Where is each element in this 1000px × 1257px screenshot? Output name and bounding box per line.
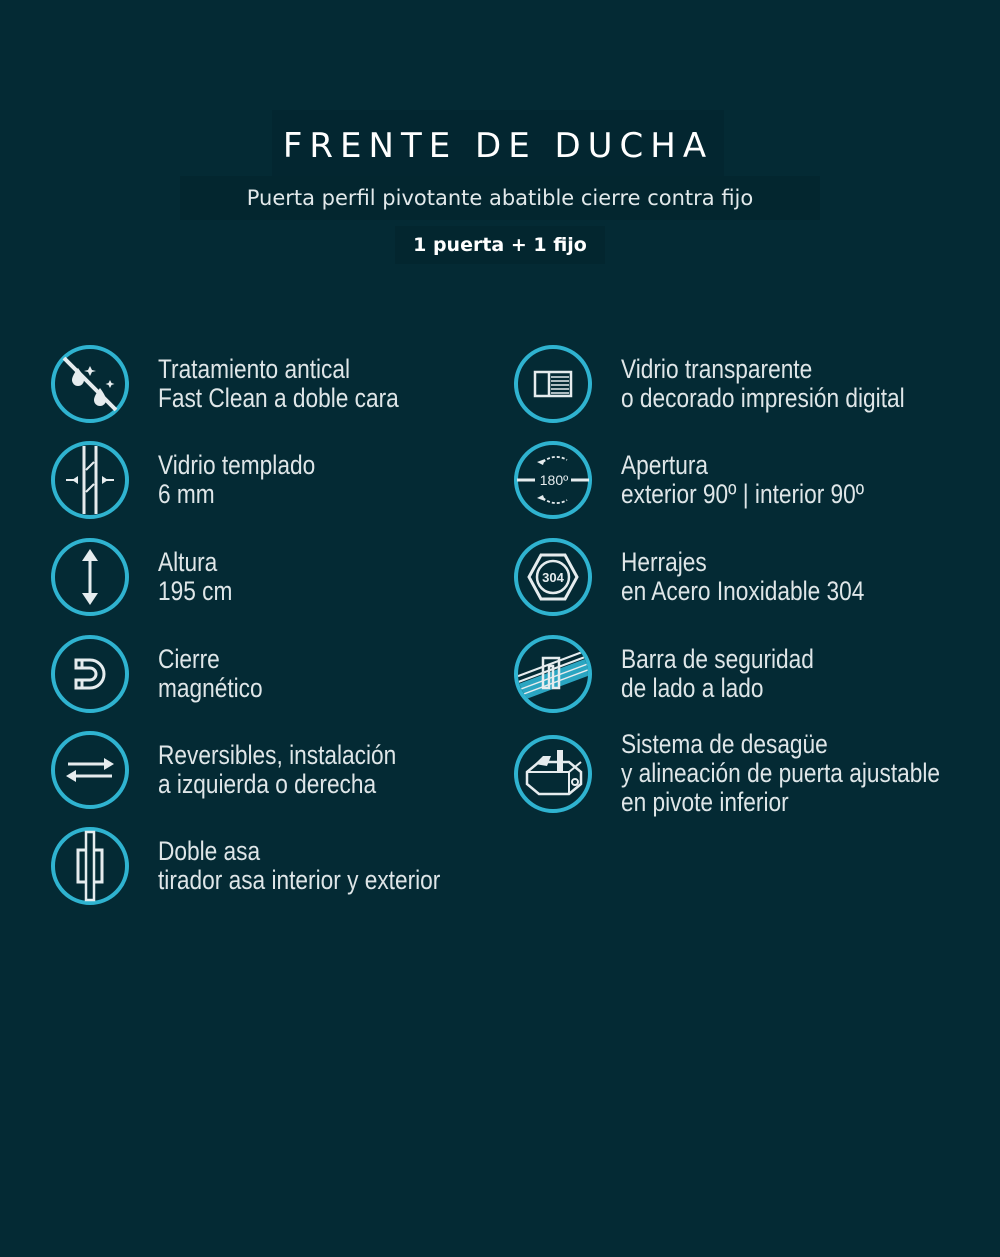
page-subtitle: Puerta perfil pivotante abatible cierre contra fijo — [180, 176, 820, 220]
magnet-icon — [50, 634, 130, 714]
feature-text: Sistema de desagüe y alineación de puerta ajustable en pivote inferior — [621, 729, 941, 817]
anti-limescale-icon — [50, 344, 130, 424]
feature-text: Vidrio transparente o decorado impresión digital — [621, 354, 905, 413]
feature-height — [50, 537, 247, 617]
safety-bar-icon — [513, 634, 593, 714]
feature-magnetic-closure — [50, 634, 283, 714]
feature-text: Cierre magnético — [158, 644, 263, 703]
reversible-arrows-icon — [50, 730, 130, 810]
height-arrow-icon — [50, 537, 130, 617]
feature-pivot-drain — [513, 730, 1000, 817]
feature-text: Reversibles, instalación a izquierda o derecha — [158, 740, 397, 799]
feature-text: Apertura exterior 90º | interior 90º — [621, 450, 865, 509]
pivot-drain-icon — [513, 734, 593, 814]
page-title: FRENTE DE DUCHA — [272, 110, 724, 182]
feature-text: Barra de seguridad de lado a lado — [621, 644, 814, 703]
glass-panel-icon — [513, 344, 593, 424]
opening-180-icon — [513, 440, 593, 520]
feature-text: Vidrio templado 6 mm — [158, 450, 316, 509]
double-handle-icon — [50, 826, 130, 906]
feature-double-handle — [50, 826, 494, 906]
feature-opening — [513, 440, 910, 520]
feature-text: Altura 195 cm — [158, 547, 233, 606]
feature-glass-type — [513, 344, 959, 424]
feature-anti-limescale — [50, 344, 445, 424]
feature-safety-bar — [513, 634, 851, 714]
svg-text:304: 304 — [542, 570, 564, 585]
steel-304-icon — [513, 537, 593, 617]
configuration-label: 1 puerta + 1 fijo — [395, 226, 605, 264]
feature-text: Tratamiento antical Fast Clean a doble cara — [158, 354, 399, 413]
tempered-glass-icon — [50, 440, 130, 520]
svg-text:180º: 180º — [539, 472, 569, 488]
feature-text: Doble asa tirador asa interior y exterior — [158, 836, 441, 895]
feature-text: Herrajes en Acero Inoxidable 304 — [621, 547, 865, 606]
feature-reversible — [50, 730, 442, 810]
feature-hardware — [513, 537, 911, 617]
feature-tempered-glass — [50, 440, 345, 520]
